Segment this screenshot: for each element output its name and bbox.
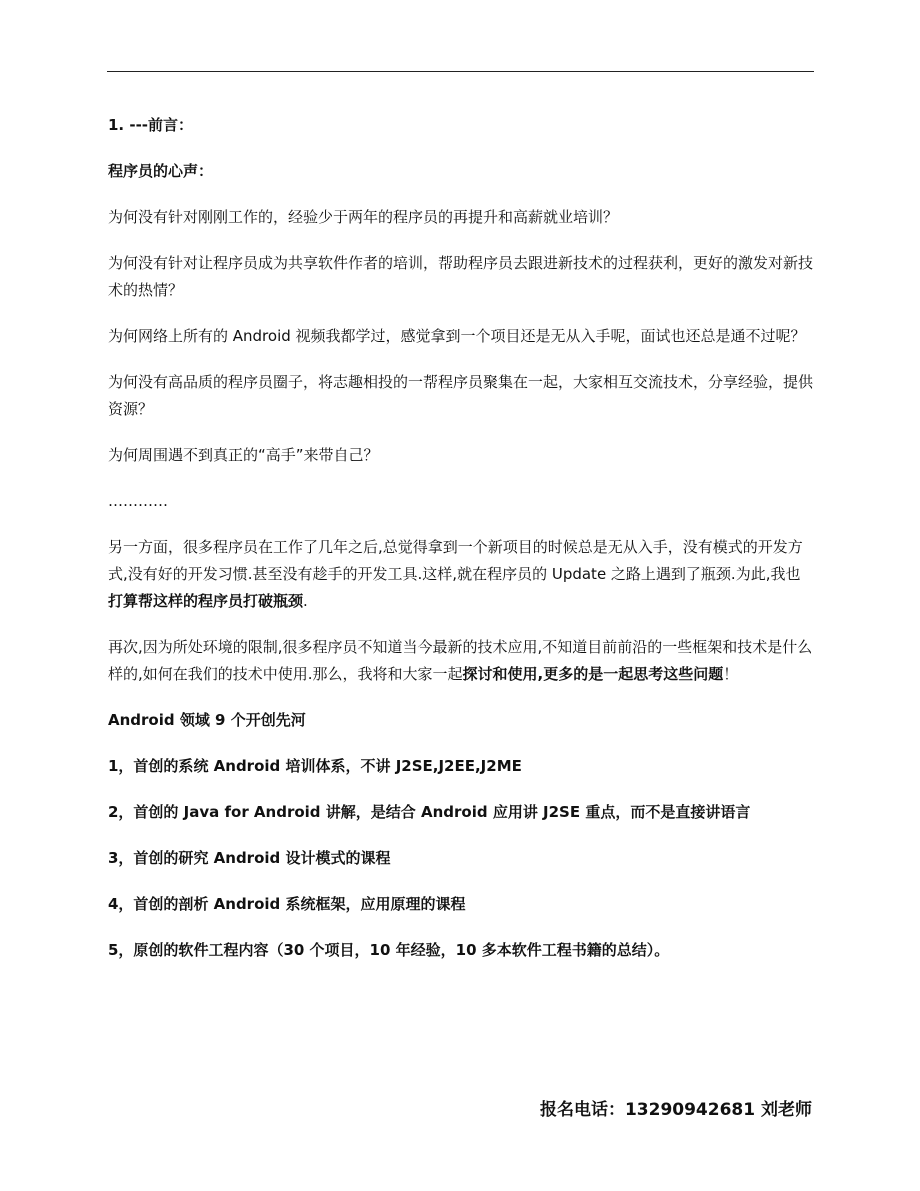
paragraph-1	[108, 534, 814, 615]
contact-phone: 报名电话：13290942681 刘老师	[539, 1100, 812, 1120]
question-2: 为何没有针对让程序员成为共享软件作者的培训，帮助程序员去跟进新技术的过程获利，更好的激发对新技术的热情？	[108, 254, 814, 299]
paragraph-1-text: 另一方面，很多程序员在工作了几年之后,总觉得拿到一个新项目的时候总是无从入手，没有模式的开发方式,没有好的开发习惯.甚至没有趁手的开发工具.这样,就在程序员的 Update 之路上遇到了瓶颈.为此,我也	[108, 538, 803, 583]
section-heading: 1. ---前言：	[108, 116, 194, 134]
paragraph-2-tail: ！	[723, 665, 739, 683]
list-item: 4，首创的剖析 Android 系统框架，应用原理的课程	[108, 895, 466, 913]
paragraph-1-tail: .	[303, 592, 308, 610]
question-3: 为何网络上所有的 Android 视频我都学过，感觉拿到一个项目还是无从入手呢，面试也还总是通不过呢？	[108, 327, 806, 345]
list-item: 2，首创的 Java for Android 讲解，是结合 Android 应用讲 J2SE 重点，而不是直接讲语言	[108, 803, 751, 821]
list-item: 3，首创的研究 Android 设计模式的课程	[108, 849, 391, 867]
paragraph-2	[108, 634, 814, 688]
question-4: 为何没有高品质的程序员圈子，将志趣相投的一帮程序员聚集在一起，大家相互交流技术，分享经验，提供资源？	[108, 373, 814, 418]
paragraph-2-text: 再次,因为所处环境的限制,很多程序员不知道当今最新的技术应用,不知道目前前沿的一些框架和技术是什么样的,如何在我们的技术中使用.那么，我将和大家一起	[108, 638, 813, 683]
paragraph-1-emphasis: 打算帮这样的程序员打破瓶颈	[108, 592, 304, 610]
ellipsis: …………	[108, 492, 168, 510]
list-item: 5，原创的软件工程内容（30 个项目，10 年经验，10 多本软件工程书籍的总结）。	[108, 941, 670, 959]
section-subheading: 程序员的心声：	[108, 162, 214, 180]
question-1: 为何没有针对刚刚工作的，经验少于两年的程序员的再提升和高薪就业培训？	[108, 208, 619, 226]
list-title: Android 领域 9 个开创先河	[108, 711, 306, 729]
header-rule	[107, 71, 814, 72]
list-item: 1，首创的系统 Android 培训体系，不讲 J2SE,J2EE,J2ME	[108, 757, 522, 775]
paragraph-2-emphasis: 探讨和使用,更多的是一起思考这些问题	[462, 665, 724, 683]
document-body	[108, 112, 814, 983]
question-5: 为何周围遇不到真正的“高手”来带自己？	[108, 446, 379, 464]
